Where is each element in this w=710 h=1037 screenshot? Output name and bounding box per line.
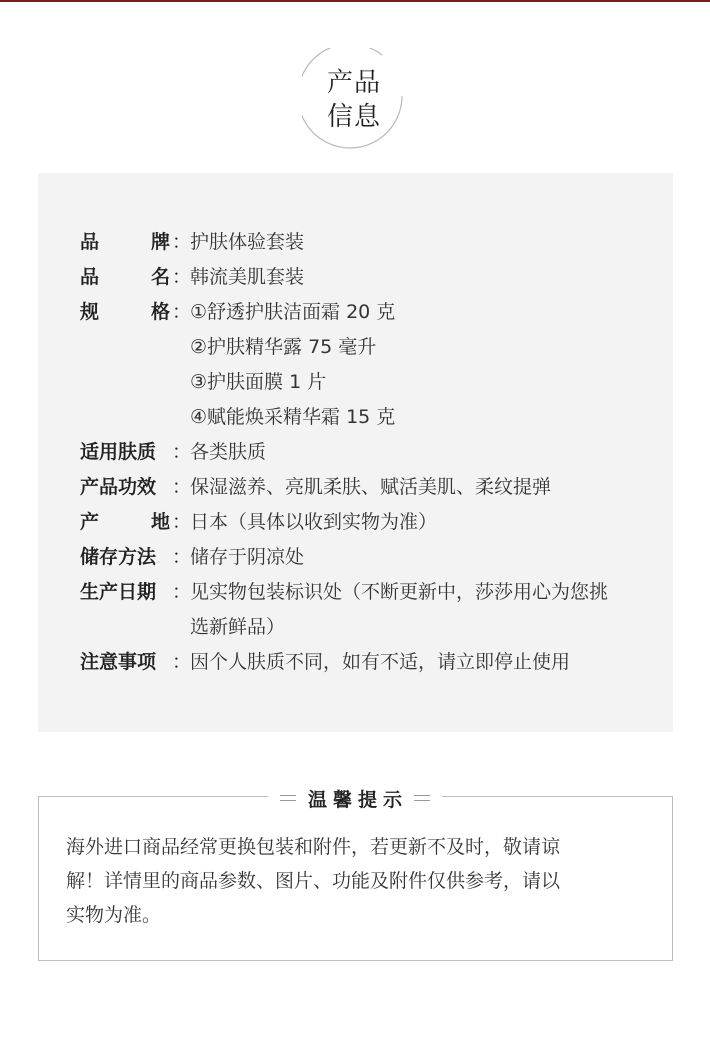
double-dash-left-icon bbox=[280, 795, 296, 801]
section-title-line1: 产品 bbox=[326, 68, 381, 98]
info-label-spec: 规 格 bbox=[80, 301, 170, 323]
info-value-effect: 保湿滋养、亮肌柔肤、赋活美肌、柔纹提弹 bbox=[190, 476, 552, 498]
info-label-brand: 品 牌 bbox=[80, 231, 170, 253]
info-label-storage: 储存方法 bbox=[80, 546, 157, 568]
info-value-origin: 日本（具体以收到实物为准） bbox=[190, 511, 438, 533]
info-value-date: 见实物包装标识处（不断更新中，莎莎用心为您挑 选新鲜品） bbox=[190, 581, 609, 638]
section-title-line2: 信息 bbox=[326, 102, 381, 132]
info-value-name: 韩流美肌套装 bbox=[190, 266, 305, 288]
info-label-name: 品 名 bbox=[80, 266, 170, 288]
info-value-skin: 各类肤质 bbox=[190, 441, 267, 463]
tips-body: 海外进口商品经常更换包装和附件，若更新不及时，敬请谅 解！详情里的商品参数、图片、功能及附件仅供参考，请以 实物为准。 bbox=[66, 836, 561, 926]
section-badge bbox=[302, 48, 406, 158]
tips-heading bbox=[268, 784, 442, 812]
tips-title: 温馨提示 bbox=[307, 788, 408, 811]
info-label-date: 生产日期 bbox=[80, 581, 157, 603]
info-value-brand: 护肤体验套装 bbox=[190, 231, 305, 253]
info-label-origin: 产 地 bbox=[80, 511, 170, 533]
top-accent-rule bbox=[0, 0, 710, 2]
info-label-effect: 产品功效 bbox=[80, 476, 157, 498]
product-info-panel: 品 牌 ： 护肤体验套装 品 名 ： 韩流美肌套装 规 格 ： ①舒透护肤洁面霜 20 克 ②护肤精华露 75 毫升 ③护肤面膜 1 片 ④赋能焕采精华霜 15 克 适用肤质 ： 各类肤质 产品功效 ： 保湿滋养、亮肌柔肤、赋活美肌、柔纹提弹 产 地 ： 日本（具体以收到实物为准） 储存方法 ： 储存于阴凉处 生产日期 ： 见实物包装标识处（不断更新中，莎莎用心为您挑 选新鲜品） 注意事项 ： 因个人肤质不同，如有不适，请立即停止使用 bbox=[38, 173, 673, 732]
info-value-storage: 储存于阴凉处 bbox=[190, 546, 305, 568]
section-title bbox=[302, 66, 406, 134]
info-label-notice: 注意事项 bbox=[80, 651, 157, 673]
info-label-skin: 适用肤质 bbox=[80, 441, 157, 463]
double-dash-right-icon bbox=[414, 795, 430, 801]
info-value-notice: 因个人肤质不同，如有不适，请立即停止使用 bbox=[190, 651, 571, 673]
info-value-spec: ①舒透护肤洁面霜 20 克 ②护肤精华露 75 毫升 ③护肤面膜 1 片 ④赋能焕采精华霜 15 克 bbox=[190, 301, 396, 428]
